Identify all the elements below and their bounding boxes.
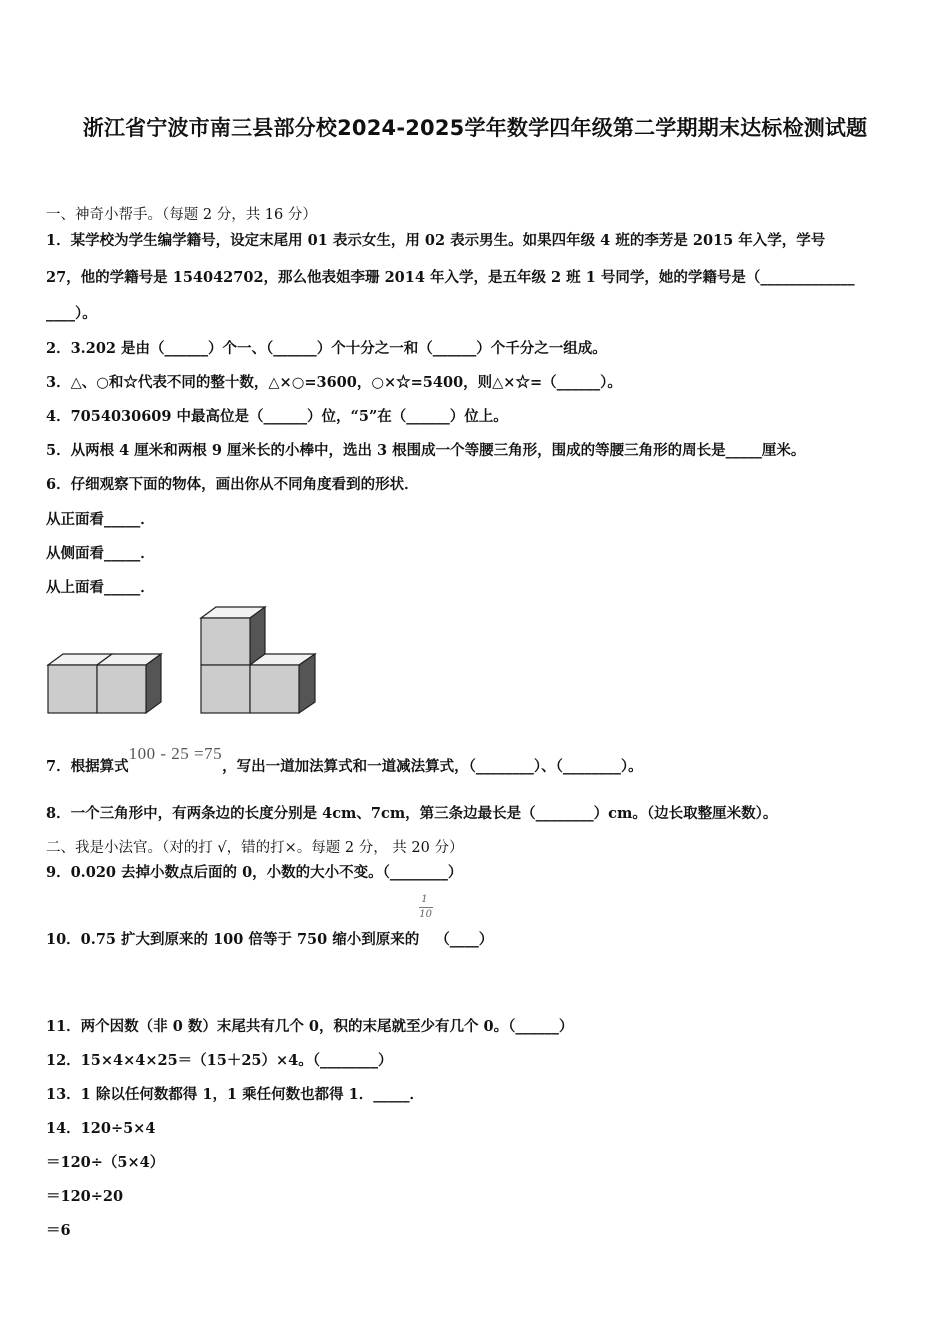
question-2: 2．3.202 是由（______）个一、（______）个十分之一和（______）个千分之一组成。 bbox=[46, 340, 607, 357]
question-10 bbox=[46, 894, 494, 949]
question-1-line-3: ____）。 bbox=[46, 305, 97, 322]
cube-group-left bbox=[48, 654, 161, 713]
question-11: 11．两个因数（非 0 数）末尾共有几个 0，积的末尾就至少有几个 0。（______） bbox=[46, 1018, 574, 1035]
question-10-suffix: （____） bbox=[435, 931, 494, 948]
question-6-side-view: 从侧面看_____． bbox=[46, 545, 155, 562]
section-1-heading: 一、神奇小帮手。（每题 2 分，共 16 分） bbox=[46, 207, 317, 223]
question-7-formula: 100 - 25 =75 bbox=[128, 744, 223, 763]
cube-group-right bbox=[201, 607, 315, 713]
question-7-prefix: 7．根据算式 bbox=[46, 758, 129, 775]
question-5: 5．从两根 4 厘米和两根 9 厘米长的小棒中，选出 3 根围成一个等腰三角形，围成的等腰三角形的周长是_____厘米。 bbox=[46, 442, 806, 459]
question-1-line-1: 1．某学校为学生编学籍号，设定末尾用 01 表示女生，用 02 表示男生。如果四年级 4 班的李芳是 2015 年入学，学号 bbox=[46, 232, 826, 249]
question-8: 8．一个三角形中，有两条边的长度分别是 4cm、7cm，第三条边最长是（________）cm。（边长取整厘米数）。 bbox=[46, 805, 778, 822]
question-6: 6．仔细观察下面的物体，画出你从不同角度看到的形状． bbox=[46, 476, 419, 493]
page-title: 浙江省宁波市南三县部分校2024-2025学年数学四年级第二学期期末达标检测试题 bbox=[82, 116, 868, 140]
section-2-heading: 二、我是小法官。（对的打 √，错的打×。每题 2 分， 共 20 分） bbox=[46, 840, 464, 856]
question-3: 3．△、○和☆代表不同的整十数，△×○=3600，○×☆=5400，则△×☆=（______）。 bbox=[46, 374, 622, 391]
question-10-prefix: 10．0.75 扩大到原来的 100 倍等于 750 缩小到原来的 bbox=[46, 931, 420, 948]
question-7 bbox=[46, 744, 643, 776]
question-9: 9．0.020 去掉小数点后面的 0，小数的大小不变。（________） bbox=[46, 864, 463, 881]
question-12: 12．15×4×4×25＝（15＋25）×4。（________） bbox=[46, 1052, 393, 1069]
question-14: 14．120÷5×4 bbox=[46, 1120, 156, 1137]
question-14-step-2: ＝120÷（5×4） bbox=[46, 1154, 165, 1171]
question-14-step-3: ＝120÷20 bbox=[46, 1188, 124, 1205]
question-14-step-4: ＝6 bbox=[46, 1222, 71, 1239]
question-6-top-view: 从上面看_____． bbox=[46, 579, 155, 596]
question-13: 13．1 除以任何数都得 1，1 乘任何数也都得 1．_____． bbox=[46, 1086, 424, 1103]
question-4: 4．7054030609 中最高位是（______）位，“5”在（______）位上。 bbox=[46, 408, 508, 425]
question-6-front-view: 从正面看_____． bbox=[46, 511, 155, 528]
fraction-one-tenth: $\frac{1}{10}$ bbox=[419, 894, 433, 920]
question-1-line-2: 27，他的学籍号是 154042702，那么他表姐李珊 2014 年入学，是五年级 2 班 1 号同学，她的学籍号是（_____________ bbox=[46, 269, 855, 286]
question-7-suffix: ，写出一道加法算式和一道减法算式，（________）、（________）。 bbox=[222, 758, 643, 775]
